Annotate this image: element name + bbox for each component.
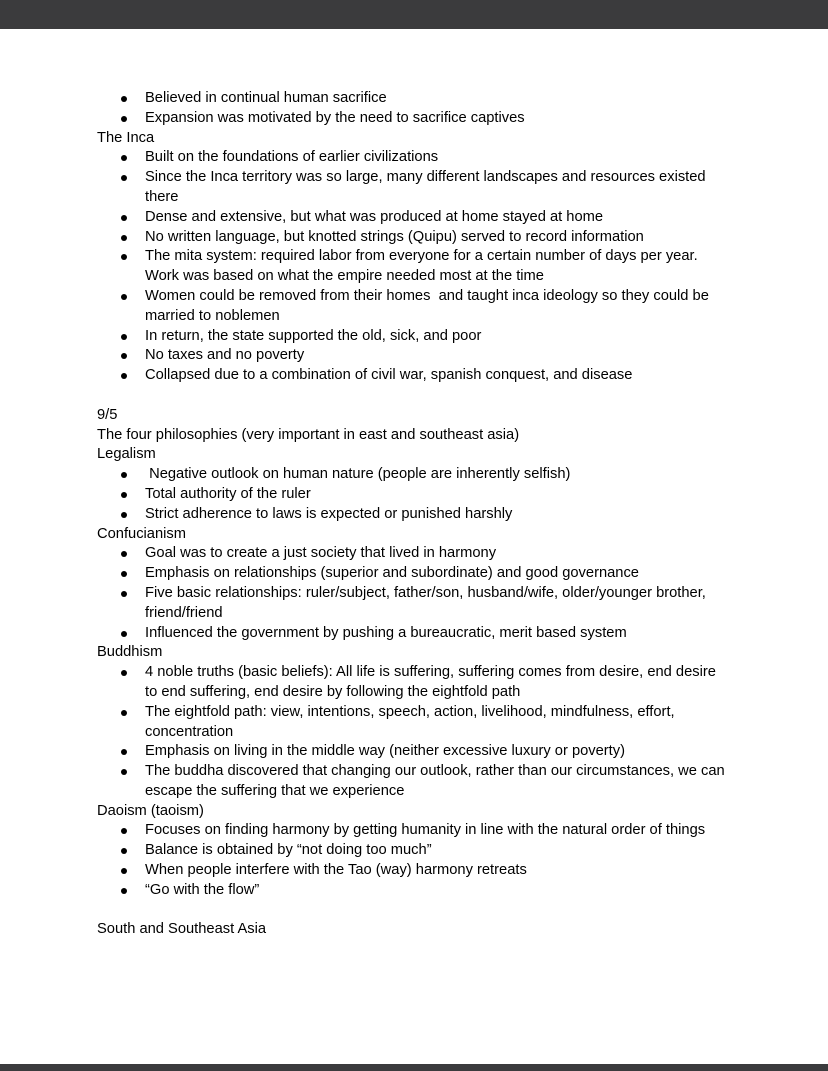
bullet-item	[97, 703, 730, 743]
bullet-text: The eightfold path: view, intentions, speech, action, livelihood, mindfulness, effort, concentration	[145, 703, 679, 740]
bullet-text: Balance is obtained by “not doing too much”	[145, 842, 432, 859]
bullet-item	[97, 584, 730, 624]
bullet-text: Focuses on finding harmony by getting humanity in line with the natural order of things	[145, 822, 706, 839]
bullet-item	[97, 485, 730, 505]
bullet-icon	[121, 472, 127, 478]
bullet-item	[97, 287, 730, 327]
bullet-item	[97, 109, 730, 129]
bullet-item	[97, 465, 730, 485]
bullet-icon	[121, 551, 127, 557]
bullet-icon	[121, 710, 127, 716]
bullet-icon	[121, 373, 127, 379]
bullet-text: No written language, but knotted strings (Quipu) served to record information	[145, 228, 644, 245]
bullet-text: In return, the state supported the old, sick, and poor	[145, 327, 482, 344]
bullet-icon	[121, 492, 127, 498]
doc-line: Daoism (taoism)	[97, 802, 204, 819]
bullet-icon	[121, 631, 127, 637]
bullet-text: No taxes and no poverty	[145, 347, 305, 364]
viewer-top-bar	[0, 0, 828, 29]
bullet-item	[97, 624, 730, 644]
bullet-text: When people interfere with the Tao (way) harmony retreats	[145, 862, 527, 879]
bullet-icon	[121, 591, 127, 597]
bullet-item	[97, 564, 730, 584]
bullet-icon	[121, 215, 127, 221]
bullet-text: “Go with the flow”	[145, 881, 260, 898]
blank-line	[97, 901, 730, 921]
bullet-icon	[121, 353, 127, 359]
doc-line: 9/5	[97, 406, 118, 423]
bullet-icon	[121, 888, 127, 894]
bullet-text: 4 noble truths (basic beliefs): All life is suffering, suffering comes from desire, end desire to end suffering, end desire by following the eightfold path	[145, 664, 721, 700]
bullet-icon	[121, 670, 127, 676]
bullet-icon	[121, 155, 127, 161]
bullet-text: Dense and extensive, but what was produced at home stayed at home	[145, 208, 604, 225]
bullet-item	[97, 505, 730, 525]
bullet-icon	[121, 749, 127, 755]
bullet-icon	[121, 828, 127, 834]
bullet-text: Total authority of the ruler	[145, 485, 311, 502]
document-page	[0, 29, 828, 940]
bullet-item	[97, 208, 730, 228]
bullet-item	[97, 861, 730, 881]
bullet-item	[97, 366, 730, 386]
doc-line: The Inca	[97, 129, 155, 146]
bullet-item	[97, 544, 730, 564]
bullet-icon	[121, 868, 127, 874]
bullet-text: Women could be removed from their homes and taught inca ideology so they could be married to noblemen	[145, 287, 713, 324]
bullet-icon	[121, 96, 127, 102]
bullet-text: Collapsed due to a combination of civil war, spanish conquest, and disease	[145, 367, 633, 384]
doc-line: Buddhism	[97, 644, 163, 661]
bullet-icon	[121, 254, 127, 260]
bullet-icon	[121, 769, 127, 775]
bullet-icon	[121, 334, 127, 340]
bullet-text: Negative outlook on human nature (people are inherently selfish)	[145, 466, 571, 483]
bullet-item	[97, 148, 730, 168]
bullet-text: Believed in continual human sacrifice	[145, 90, 387, 106]
doc-line: South and Southeast Asia	[97, 921, 267, 938]
bullet-item	[97, 346, 730, 366]
bullet-item	[97, 881, 730, 901]
bullet-icon	[121, 848, 127, 854]
bullet-item	[97, 168, 730, 208]
bullet-icon	[121, 294, 127, 300]
bullet-text: Expansion was motivated by the need to sacrifice captives	[145, 109, 525, 126]
doc-line: The four philosophies (very important in east and southeast asia)	[97, 426, 520, 443]
bullet-icon	[121, 235, 127, 241]
bullet-text: The buddha discovered that changing our outlook, rather than our circumstances, we can escape the suffering that we experience	[145, 763, 729, 799]
bullet-item	[97, 742, 730, 762]
bullet-item	[97, 821, 730, 841]
bullet-text: Since the Inca territory was so large, many different landscapes and resources existed there	[145, 169, 710, 205]
bullet-text: The mita system: required labor from everyone for a certain number of days per year. Work was based on what the empire needed most at the time	[145, 248, 702, 285]
blank-line	[97, 386, 730, 406]
bullet-item	[97, 228, 730, 248]
doc-line: Legalism	[97, 446, 156, 463]
bullet-icon	[121, 116, 127, 122]
bullet-text: Built on the foundations of earlier civilizations	[145, 149, 439, 166]
bullet-item	[97, 663, 730, 703]
bullet-icon	[121, 512, 127, 518]
bullet-text: Goal was to create a just society that lived in harmony	[145, 545, 497, 562]
bullet-text: Emphasis on living in the middle way (neither excessive luxury or poverty)	[145, 743, 625, 760]
bullet-text: Strict adherence to laws is expected or punished harshly	[145, 505, 513, 522]
bullet-item	[97, 89, 730, 109]
bullet-text: Influenced the government by pushing a bureaucratic, merit based system	[145, 624, 627, 641]
doc-line: Confucianism	[97, 525, 186, 542]
viewer-bottom-bar	[0, 1064, 828, 1071]
bullet-text: Five basic relationships: ruler/subject, father/son, husband/wife, older/younger brother, friend/friend	[145, 584, 710, 621]
bullet-text: Emphasis on relationships (superior and subordinate) and good governance	[145, 565, 639, 582]
bullet-item	[97, 327, 730, 347]
bullet-item	[97, 247, 730, 287]
bullet-item	[97, 762, 730, 802]
bullet-icon	[121, 175, 127, 181]
bullet-icon	[121, 571, 127, 577]
bullet-item	[97, 841, 730, 861]
